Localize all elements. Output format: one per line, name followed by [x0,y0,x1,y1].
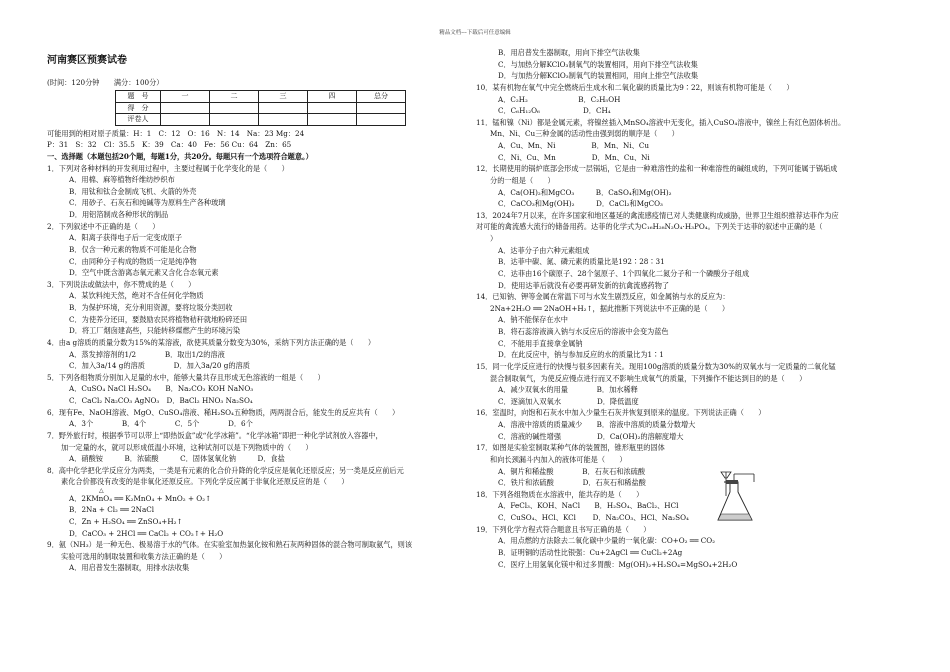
question-line: C．不能用手直接拿金属钠 [498,338,583,348]
question-line: B．达菲中碳、氮、磷元素的质量比是192∶28∶31 [498,257,665,267]
question-line: 4．由a g溶质的质量分数为15%的某溶液，欲使其质量分数变为30%，采纳下列方法正确的是（ ） [47,337,376,347]
question-line: C．CuSO₄、HCl、KCl D．Na₂CO₃、HCl、Na₂SO₄ [498,513,689,522]
question-line: 15．同一化学反应进行的快慢与很多因素有关。现用100g溶质的质量分数为30%的双氧水与一定质量的二氧化锰 [476,361,836,371]
q8-option-c: C．Zn + H₂SO₄ ══ ZnSO₄+H₂↑ [69,516,183,526]
q8-option-a [47,486,467,503]
question-line: 素化合价都没有改变的是非氧化还原反应。下列化学反应属于非氧化还原反应的是（ ） [61,477,349,487]
question-line: 1．下列对各种材料的开发利用过程中，主要过程属于化学变化的是（ ） [47,163,289,173]
score-cell: 评卷人 [116,114,161,126]
question-line: C．医疗上用氢氧化镁中和过多胃酸：Mg(OH)₂+H₂SO₄=MgSO₄+2H₂O [498,559,738,569]
question-line: A．硝酸铵 B．浓硫酸 C．固体氢氧化钠 D．食盐 [69,454,285,464]
score-table-score-row [116,102,406,114]
question-line: C．与加热分解KClO₃制氧气的装置相同，用向下排空气法收集 [498,59,698,69]
question-line: 16．室温时，向饱和石灰水中加入少量生石灰并恢复到原来的温度。下列说法正确（ ） [476,408,766,418]
question-line: C．C₆H₁₂O₆ D．CH₄ [498,106,611,116]
question-line: C．为使养分还田，要鼓励农民将植物秸秆就地粉碎还田 [69,314,248,324]
q8-option-b: B．2Na + Cl₂ ══ 2NaCl [69,505,155,515]
question-line: C．溶液的碱性增强 D．Ca(OH)₂的溶解度增大 [498,431,684,441]
question-line: A．用启普发生器制取，用排水法收集 [69,563,190,573]
score-table-grader-row [116,114,406,126]
question-line: B．将石蕊溶液滴入钠与水反应后的溶液中会变为蓝色 [498,327,669,336]
question-line: A．Cu、Mn、Ni B．Mn、Ni、Cu [498,141,649,150]
question-line: A．溶液中溶质的质量减少 B．溶液中溶质的质量分数增大 [498,420,696,429]
question-line: 10．某有机物在氧气中完全燃烧后生成水和二氧化碳的质量比为9∶22，则该有机物可能是（ ） [476,82,794,92]
question-line: A．C₂H₂ B．C₂H₅OH [498,94,621,104]
question-line: A．阳离子获得电子后一定变成原子 [69,233,183,243]
score-cell[interactable] [308,114,357,126]
question-line: D．与加热分解KClO₃制氧气的装置相同，用向上排空气法收集 [498,71,699,81]
question-line: B．用钛和钛合金制成飞机、火箭的外壳 [69,186,197,196]
score-cell[interactable] [259,114,308,126]
score-cell: 三 [259,91,308,103]
page-title: 河南赛区预赛试卷 [47,55,127,66]
left-question-list [47,165,467,487]
atomic-masses-line-1: 可能用到的相对原子质量：H：1 C：12 O：16 N：14 Na：23 Mg：24 [47,128,305,138]
score-cell: 题 号 [116,91,161,103]
question-line: A．Ca(OH)₂和MgCO₃ B．CaSO₄和Mg(OH)₂ [498,187,672,197]
question-line: 2Na+2H₂O ══ 2NaOH+H₂↑，据此推断下列说法中不正确的是（ ） [490,303,730,313]
score-cell[interactable] [161,102,210,114]
question-line: 2．下列叙述中不正确的是（ ） [47,221,160,231]
question-line: A．CuSO₄ NaCl H₂SO₄ B．Na₂CO₃ KOH NaNO₃ [69,384,254,394]
question-line: D．使用达菲后就没有必要再研发新的抗禽流感药物了 [498,280,670,290]
question-line: 5．下列各组物质分别加入足量的水中，能够大量共存且形成无色溶液的一组是（ ） [47,372,325,382]
right-column [476,49,906,572]
question-line: C．CaCO₃和Mg(OH)₂ D．CaCl₂和MgCO₃ [498,199,663,209]
left-column [47,49,467,576]
question-line: D．将工厂烟囱建高些，只能转移煤燃产生的环境污染 [69,326,241,336]
question-line: C．逐滴加入双氧水 D．降低温度 [498,396,639,406]
question-line: C．达菲由16个碳原子、28个氢原子、1个四氧化二氮分子和一个磷酸分子组成 [498,268,750,278]
question-line: A．用点燃的方法除去二氧化碳中少量的一氧化碳：CO+O₂ ══ CO₂ [498,536,716,546]
q8-option-d: D．CaCO₃ + 2HCl ══ CaCl₂ + CO₂↑+ H₂O [69,528,224,538]
question-line: A．蒸发掉溶剂的1/2 B．取出1/2的溶液 [69,349,225,359]
question-line: 和向长颈漏斗内加入的液体可能是（ ） [490,454,627,464]
score-cell[interactable] [357,114,406,126]
question-line: 对可能的禽流感大流行的储备用药。达菲的化学式为C₁₆H₂₈N₂O₄·H₃PO₄。下列关于达菲的叙述中正确的是（ [476,222,823,232]
score-cell[interactable] [210,114,259,126]
question-line: 18．下列各组物质在水溶液中，能共存的是（ ） [476,489,644,499]
question-line: C．铁片和浓硫酸 D．石灰石和稀盐酸 [498,478,646,488]
question-line: B．证明铜的活动性比银强：Cu+2AgCl ══ CuCl₂+2Ag [498,547,683,557]
score-cell[interactable] [161,114,210,126]
question-line: A．铜片和稀盐酸 B．石灰石和浓硫酸 [498,466,646,476]
score-cell: 得 分 [116,102,161,114]
question-line: A．用棉、麻等植物纤维纺纱织布 [69,175,175,185]
question-line: 6．现有Fe、NaOH溶液、MgO、CuSO₄溶液、稀H₂SO₄五种物质，两两混合后，能发生的反应共有（ ） [47,407,400,417]
score-cell[interactable] [308,102,357,114]
question-line: 实验可选用的制取装置和收集方法正确的是（ ） [61,551,227,561]
question-line: 19．下列化学方程式符合题意且书写正确的是（ ） [476,524,651,534]
score-cell: 四 [308,91,357,103]
gas-generation-apparatus-diagram [716,470,760,530]
question-line: A．FeCl₃、KOH、NaCl B．H₂SO₄、BaCl₂、HCl [498,501,679,511]
section-heading: 一、选择题（本题包括20个题，每题1分，共20分。每题只有一个选项符合题意。） [47,151,313,161]
question-line: C．由同种分子构成的物质一定是纯净物 [69,256,197,266]
question-line: 14．已知钠、钾等金属在常温下可与水发生剧烈反应，如金属钠与水的反应为： [476,292,730,302]
question-line: 11．锰和镍（Ni）都是金属元素，将镍丝插入MnSO₄溶液中无变化，插入CuSO₄溶液中，镍丝上有红色固体析出。 [476,117,846,127]
question-line: A．某饮料纯天然，绝对不含任何化学物质 [69,291,204,301]
score-table-header-row [116,91,406,103]
q8-option-a-text: A．2KMnO₄ ══ K₂MnO₄ + MnO₂ + O₂↑ [69,493,212,503]
score-cell: 总分 [357,91,406,103]
question-line: D．在此反应中，钠与参加反应的水的质量比为1∶1 [498,350,664,360]
question-line: A．减少双氧水的用量 B．加水稀释 [498,385,638,395]
question-line: 8．高中化学把化学反应分为两类，一类是有元素的化合价升降的化学反应是氧化还原反应；另一类是反应前后元 [47,465,404,475]
question-line: 9．氨（NH₃）是一种无色、极易溶于水的气体。在实验室加热氯化铵和熟石灰两种固体的混合物可制取氨气，则该 [47,540,413,550]
q8-delta-mark: △ [99,486,104,494]
header-note: 精品文档---下载后可任意编辑 [439,30,511,36]
question-line: C．CaCl₂ Na₂CO₃ AgNO₃ D．BaCl₂ HNO₃ Na₂SO₄ [69,396,253,405]
question-line: 7．野外旅行时，根据季节可以带上“即热饭盒”或“化学冰箱”。“化学冰箱”即把一种化学试剂放入容器中， [47,430,383,440]
score-cell: 二 [210,91,259,103]
question-line: A．达菲分子由六种元素组成 [498,245,590,255]
question-line: D．用铝箔制成各种形状的制品 [69,210,169,219]
atomic-masses-line-2: P：31 S：32 Cl：35.5 K：39 Ca：40 Fe：56 Cu：64 Zn：65 [47,140,292,150]
question-line: 13．2024年7月以来，在许多国家和地区蔓延的禽流感疫情已对人类健康构成威胁，世界卫生组织推荐达菲作为应 [476,210,839,220]
score-table [115,90,406,126]
question-line: B．用启普发生器制取，用向下排空气法收集 [498,48,640,57]
question-line: D．空气中既含游离态氧元素又含化合态氧元素 [69,268,219,278]
question-line: B．仅含一种元素的物质不可能是化合物 [69,244,197,254]
question-line: A．钠不能保存在水中 [498,315,568,325]
question-line: 12．长期使用的锅炉底部会形成一层锅垢，它是由一种难溶性的盐和一种难溶性的碱组成的，下列可能属于锅垢成 [476,164,838,174]
question-line: 3．下列说法或做法中，你不赞成的是（ ） [47,279,196,289]
left-question-list-tail [47,541,467,573]
question-line: Mn、Ni、Cu三种金属的活动性由强到弱的顺序是（ ） [490,129,679,139]
question-line: A．3个 B．4个 C．5个 D．6个 [69,419,253,429]
question-line: B．为保护环境，充分利用资源，要将垃圾分类回收 [69,303,233,312]
question-line: C．Ni、Cu、Mn D．Mn、Cu、Ni [498,152,650,162]
question-line: 分的一组是（ ） [490,175,555,185]
score-cell[interactable] [210,102,259,114]
score-cell[interactable] [357,102,406,114]
question-line: C．用砂子、石灰石和纯碱等为原料生产各种玻璃 [69,198,226,208]
question-line: C．加入3a/14 g的溶质 D．加入3a/20 g的溶质 [69,361,250,371]
right-question-list [476,49,906,569]
question-line: ） [490,234,498,243]
question-line: 17．如图是实验室制取某种气体的装置图，锥形瓶里的固体 [476,443,665,453]
question-line: 加一定量的水，就可以形成低温小环境，这种试剂可以是下列物质中的（ ） [61,442,313,452]
score-cell[interactable] [259,102,308,114]
question-line: 混合制取氧气，为使反应慢点进行而又不影响生成氧气的质量，下列操作不能达到目的的是（ ） [490,373,807,383]
time-line: (时间：120分钟 满分：100分） [47,77,164,87]
score-cell: 一 [161,91,210,103]
